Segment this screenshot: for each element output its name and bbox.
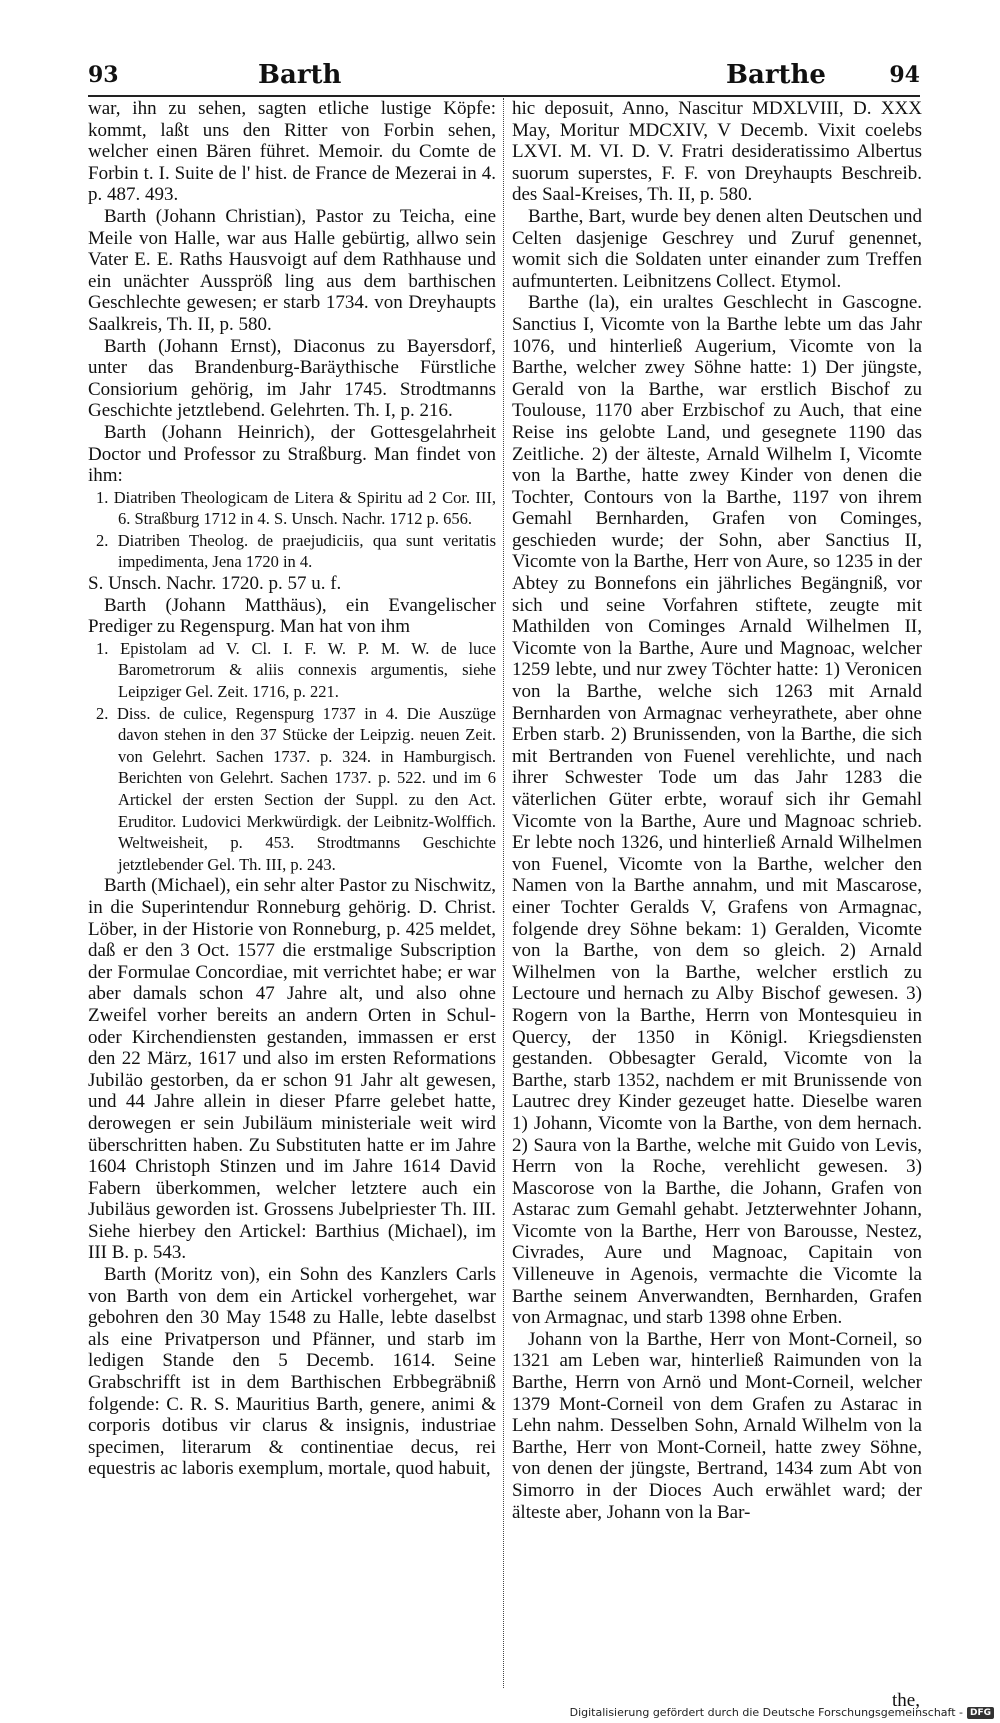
paragraph: 1. Diatriben Theologicam de Litera & Spiritu ad 2 Cor. III, 6. Straßburg 1712 in 4. S. Unsch. Nachr. 1712 p. 656. bbox=[96, 487, 496, 529]
footer bbox=[570, 1706, 994, 1719]
paragraph: S. Unsch. Nachr. 1720. p. 57 u. f. bbox=[88, 573, 342, 595]
paragraph: war, ihn zu sehen, sagten etliche lustige Köpfe: kommt, laßt uns den Ritter von Forbin sehen, welcher einen Bären führet. Memoir. du Comte de Forbin t. I. Suite de l' hist. de France de Mezerai in 4. p. 487. 493. bbox=[88, 98, 496, 206]
paragraph: Barth (Johann Matthäus), ein Evangelischer Prediger zu Regenspurg. Man hat von ihm bbox=[88, 594, 496, 638]
right-column bbox=[512, 98, 922, 1523]
paragraph: Barth (Johann Heinrich), der Gottesgelahrheit Doctor und Professor zu Straßburg. Man findet von ihm: bbox=[88, 421, 496, 487]
left-column bbox=[88, 98, 496, 1480]
paragraph: 1. Epistolam ad V. Cl. I. F. W. P. M. W. de luce Barometrorum & aliis connexis argumentis, siehe Leipziger Gel. Zeit. 1716, p. 221. bbox=[96, 638, 496, 702]
dfg-logo: DFG bbox=[967, 1707, 994, 1719]
footer-text: Digitalisierung gefördert durch die Deutsche Forschungsgemeinschaft - bbox=[569, 1706, 963, 1719]
page-header bbox=[88, 62, 920, 92]
column-divider bbox=[503, 98, 505, 1688]
headword-left: Barth bbox=[258, 60, 342, 90]
paragraph: Barth (Moritz von), ein Sohn des Kanzlers Carls von Barth von dem ein Artickel vorhergehet, war gebohren den 30 May 1548 zu Halle, lebte daselbst als eine Privatperson und Pfänner, und starb im ledigen Stande den 5 Decemb. 1614. Seine Grabschrifft ist in dem Barthischen Erbbegräbniß folgende: C. R. S. Mauritius Barth, genere, animi & corporis dotibus vir clarus & insignis, industriae specimen, literarum & continentiae decus, rei equestris ac laboris exemplum, mortale, quod habuit, bbox=[88, 1264, 496, 1480]
paragraph: Barth (Johann Christian), Pastor zu Teicha, eine Meile von Halle, war aus Halle gebürtig, allwo sein Vater E. E. Raths Hausvoigt auf dem Rathhause und ein unächter Ausspröß ling aus dem barthischen Geschlechte gewesen; er starb 1734. von Dreyhaupts Saalkreis, Th. II, p. 580. bbox=[88, 205, 496, 335]
paragraph: Johann von la Barthe, Herr von Mont-Corneil, so 1321 am Leben war, hinterließ Raimunden von la Barthe, Herrn von Arnö und Mont-Corneil, welcher 1379 Mont-Corneil von dem Grafen zu Astarac in Lehn nahm. Desselben Sohn, Arnald Wilhelm von la Barthe, Herr von Mont-Corneil, hatte zwey Söhne, von denen der jüngste, Bertrand, 1434 zum Abt von Simorro in der Dioces Auch erwählet ward; der älteste aber, Johann von la Bar- bbox=[512, 1328, 922, 1523]
paragraph: 2. Diatriben Theolog. de praejudiciis, qua sunt veritatis impedimenta, Jena 1720 in 4. bbox=[96, 530, 496, 572]
paragraph: Barth (Michael), ein sehr alter Pastor zu Nischwitz, in die Superintendur Ronneburg gehörig. D. Christ. Löber, in der Historie von Ronneburg, p. 425 meldet, daß er den 3 Oct. 1577 die erstmalige Subscription der Formulae Concordiae, mit verrichtet habe; er war aber damals schon 47 Jahre alt, und also ohne Zweifel vorher bereits an andern Orten in Schul- oder Kirchendiensten gestanden, immassen er erst den 22 März, 1617 und also im ersten Reformations Jubiläo gestorben, da er schon 91 Jahr alt gewesen, und 44 Jahre allein in dieser Pfarre gelebet hatte, derowegen er sein Jubiläum ministeriale weit wird überschritten haben. Zu Substituten hatte er im Jahre 1604 Christoph Stinzen und im Jahre 1614 David Fabern überkommen, welcher letztere auch ein Jubiläus geworden ist. Grossens Jubelpriester Th. III. Siehe hierbey den Artickel: Barthius (Michael), im III B. p. 543. bbox=[88, 875, 496, 1264]
paragraph: Barthe, Bart, wurde bey denen alten Deutschen und Celten dasjenige Geschrey und Zuruf genennet, womit sich die Soldaten unter einander zum Treffen aufmunterten. Leibnitzens Collect. Etymol. bbox=[512, 205, 922, 292]
paragraph: Barth (Johann Ernst), Diaconus zu Bayersdorf, unter das Brandenburg-Baräythische Fürstliche Consiorium gehörig, im Jahr 1745. Strodtmanns Geschichte jetztlebend. Gelehrten. Th. I, p. 216. bbox=[88, 335, 496, 422]
header-rule bbox=[88, 95, 920, 97]
page-number-right: 94 bbox=[889, 62, 920, 88]
catchword: the, bbox=[892, 1690, 920, 1711]
headword-right: Barthe bbox=[726, 60, 826, 90]
paragraph: Barthe (la), ein uraltes Geschlecht in Gascogne. Sanctius I, Vicomte von la Barthe lebte um das Jahr 1076, und hinterließ Augerium, Vicomte von la Barthe, welcher zwey Söhne hatte: 1) Der jüngste, Gerald von la Barthe, war erstlich Bischof zu Toulouse, 1170 aber Erzbischof zu Auch, that eine Reise ins gelobte Land, und gesegnete 1190 das Zeitliche. 2) der älteste, Arnald Wilhelm I, Vicomte von la Barthe, hatte zwey Kinder von denen die Tochter, Contours von la Barthe, 1197 von ihrem Gemahl Bernharden, Grafen von Cominges, geschieden wurde; der Sohn, aber Sanctius II, Vicomte von la Barthe, Herr von Aure, so 1235 in der Abtey zu Bonnefons ein jährliches Begängniß, vor sich und seine Vorfahren stiftete, zeugte mit Mathilden von Cominges Arnald Wilhelmen II, Vicomte von la Barthe, Aure und Magnoac, welcher 1259 lebte, und nur zwey Töchter hatte: 1) Veronicen von la Barthe, welche sich 1263 mit Arnald Bernharden von Armagnac verheyrathete, aber ohne Erben starb. 2) Brunissenden, von la Barthe, die sich mit Bertranden von Fuenel verehlichte, und nach ihrer Schwester Tode um das Jahr 1283 die väterlichen Güter erbte, worauf sich ihr Gemahl Vicomte von la Barthe, Aure und Magnoac schrieb. Er lebte noch 1326, und hinterließ Arnald Wilhelmen von Fuenel, Vicomte von la Barthe, welcher den Namen von la Barthe annahm, und mit Mascarose, einer Tochter Geralds V, Grafens von Armagnac, folgende drey Söhne bekam: 1) Geralden, Vicomte von la Barthe, von dem so gleich. 2) Arnald Wilhelmen von la Barthe, welcher erstlich zu Lectoure und hernach zu Alby Bischof gewesen. 3) Rogern von la Barthe, Herrn von Montesquieu in Quercy, der 1350 in Königl. Kriegsdiensten gestanden. Obbesagter Gerald, Vicomte von la Barthe, starb 1352, nachdem er mit Brunissende von Lautrec drey Kinder gezeuget hatte. Dieselbe waren 1) Johann, Vicomte von la Barthe, von dem hernach. 2) Saura von la Barthe, welche mit Guido von Levis, Herrn von la Roche, verehlicht gewesen. 3) Mascorose von la Barthe, die Johann, Grafen von Astarac zum Gemahl gehabt. Jetzterwehnter Johann, Vicomte von la Barthe, Herr von Barousse, Nestez, Civrades, Aure und Magnoac, Capitain von Villeneuve in Agenois, vermachte die Vicomte la Barthe seinem Anverwandten, Bernharden, Grafen von Armagnac, und starb 1398 ohne Erben. bbox=[512, 292, 922, 1329]
paragraph: hic deposuit, Anno, Nascitur MDXLVIII, D. XXX May, Moritur MDCXIV, V Decemb. Vixit coelebs LXVI. M. VI. D. V. Fratri desideratissimo Albertus suorum superstes, F. F. von Dreyhaupts Beschreib. des Saal-Kreises, Th. II, p. 580. bbox=[512, 98, 922, 206]
page-number-left: 93 bbox=[88, 62, 119, 88]
paragraph: 2. Diss. de culice, Regenspurg 1737 in 4. Die Auszüge davon stehen in den 37 Stücke der Leipzig. neuen Zeit. von Gelehrt. Sachen 1737. p. 324. in Hamburgisch. Berichten von Gelehrt. Sachen 1737. p. 522. und im 6 Artickel der ersten Section der Suppl. zu den Act. Eruditor. Ludovici Merkwürdigk. der Leibnitz-Wolffich. Weltweisheit, p. 453. Strodtmanns Geschichte jetztlebender Gel. Th. III, p. 243. bbox=[96, 703, 496, 874]
